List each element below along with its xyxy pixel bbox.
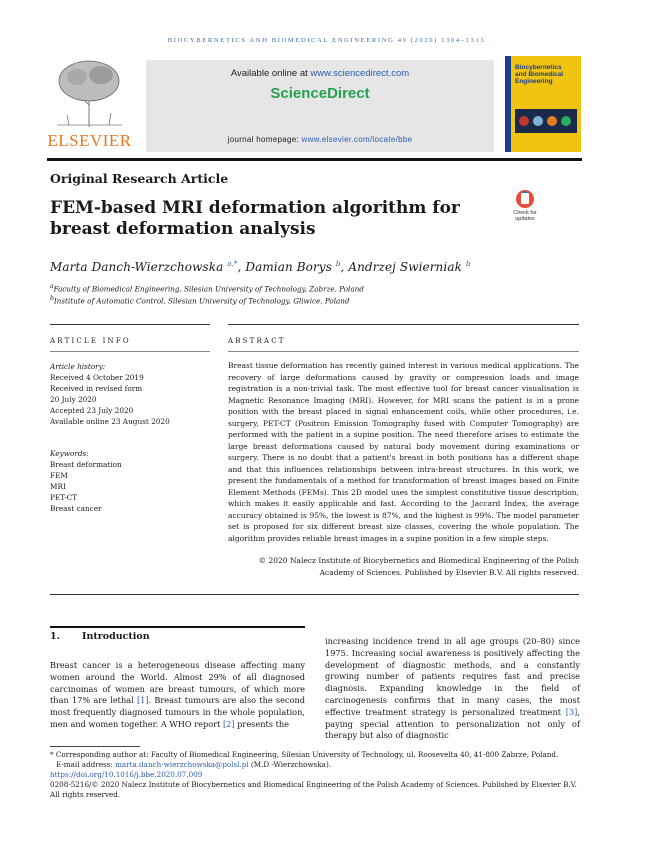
- author-affil-mark[interactable]: b: [465, 260, 471, 268]
- cover-spine: [505, 56, 511, 152]
- history-item: 20 July 2020: [50, 395, 97, 404]
- intro-text: . Breast tumours are also the second most frequently diagnosed tumours in the whole population, men and women together. A WHO report: [50, 695, 305, 729]
- section-title: Introduction: [82, 631, 150, 642]
- doi-link-line: [50, 770, 582, 780]
- available-label: Available online at: [230, 68, 311, 79]
- article-type: Original Research Article: [50, 171, 229, 186]
- citation-link[interactable]: [1]: [136, 695, 149, 706]
- author-affil-mark[interactable]: b: [335, 260, 341, 268]
- keyword: FEM: [50, 471, 68, 480]
- author-list: Marta Danch-Wierzchowska $^{a,*}$, Damian Borys $^b$, Andrzej Swierniak $^b$: [50, 260, 471, 274]
- history-item: Received in revised form: [50, 384, 143, 393]
- cover-title-line: Engineering: [515, 78, 553, 85]
- header-rule: [47, 158, 582, 161]
- citation-link[interactable]: [3]: [565, 706, 578, 717]
- article-history: [50, 361, 170, 427]
- abstract-end-rule: [50, 594, 579, 595]
- copyright-line: Academy of Sciences. Published by Elsevier B.V. All rights reserved.: [319, 567, 579, 577]
- author-name: Damian Borys: [245, 260, 332, 274]
- check-for-updates-badge[interactable]: [504, 188, 546, 230]
- sciencedirect-brand: ScienceDirect: [270, 85, 370, 102]
- sciencedirect-link[interactable]: www.sciencedirect.com: [310, 68, 410, 79]
- abstract-heading: ABSTRACT: [228, 337, 286, 345]
- history-label: Article history:: [50, 362, 106, 371]
- footnote: [50, 750, 582, 800]
- cover-dot: [547, 116, 557, 126]
- journal-masthead: [146, 60, 494, 152]
- copyright-line: © 2020 Nalecz Institute of Biocybernetics and Biomedical Engineering of the Polish: [258, 556, 579, 565]
- corresponding-author: * Corresponding author at: Faculty of Biomedical Engineering, Silesian University of Technology, ul. Roosevelta 40, 41-800 Zabrze, Poland.: [50, 750, 559, 759]
- history-item: Available online 23 August 2020: [50, 417, 170, 426]
- affiliation: [50, 283, 364, 293]
- intro-text: presents the: [234, 718, 290, 729]
- citation-link[interactable]: [2]: [222, 718, 235, 729]
- affiliation-text: Institute of Automatic Control, Silesian University of Technology, Gliwice, Poland: [53, 296, 350, 306]
- check-updates-line: Check for: [513, 210, 537, 216]
- history-item: Accepted 23 July 2020: [50, 406, 134, 415]
- keyword: PET-CT: [50, 493, 78, 502]
- keyword: MRI: [50, 482, 66, 491]
- cover-dot: [533, 116, 543, 126]
- article-info-rule: [50, 324, 210, 325]
- cover-image-strip: [515, 109, 577, 133]
- abstract-text: Breast tissue deformation has recently gained interest in various medical applications. The recovery of large deformations caused by gravity or compression loads and image registration is a non-trivial task. The most effective tool for breast cancer visualisation is Magnetic Resonance Imaging (MRI). However, for MRI scans the patient is in a prone position with the breast placed in signal enhancement coils, while other procedures, i.e. surgery, PET-CT (Positron Emission Tomography fused with Computer Tomography) are performed with the patient in a supine position. The need therefore arises to estimate the large breast deformations caused by natural body movement during examinations or surgery. There is no doubt that a patient's breast in both positions has a different shape and that this influences relationships between intra-breast structures. In this work, we present the fundamentals of a method for transformation of breast images based on Finite Element Methods (FEMs). This 2D model uses the simplest constitutive tissue description, which makes it easily applicable and fast. According to the Jaccard Index, the average accuracy obtained is 95%, the lowest is 87%, and the highest is 99%. The model parameter set is proposed for six different breast size classes, covering the whole population. The algorithm provides reliable breast images in a supine position in a few simple steps.: [228, 361, 579, 543]
- elsevier-wordmark: ELSEVIER: [47, 131, 132, 150]
- section-number: 1.: [50, 631, 60, 642]
- author-affil-mark[interactable]: a,*: [227, 260, 238, 268]
- article-info-subrule: [50, 351, 210, 352]
- abstract-subrule: [228, 351, 579, 352]
- journal-citation-line: BIOCYBERNETICS AND BIOMEDICAL ENGINEERING 40 (2020) 1304–1313: [167, 37, 486, 44]
- elsevier-logo: [47, 55, 132, 151]
- history-item: Received 4 October 2019: [50, 373, 144, 382]
- intro-column-left: [50, 660, 305, 731]
- affiliation-mark: a: [50, 283, 54, 290]
- intro-text: increasing incidence trend in all age groups (20–80) since 1975. Increasing social awareness is positively affecting the development of diagnostic methods, and a constantly growing number of patients requires fast and precise diagnosis. Expanding knowledge in the field of carcinogenesis confirms that in many cases, the most effective treatment strategy is personalized treatment: [325, 636, 580, 717]
- keywords-block: [50, 448, 122, 514]
- keyword: Breast cancer: [50, 504, 102, 513]
- email-line: [50, 760, 582, 770]
- journal-homepage-link[interactable]: www.elsevier.com/locate/bbe: [301, 135, 413, 144]
- email-label: E-mail address:: [56, 760, 116, 769]
- author-name: Marta Danch-Wierzchowska: [50, 260, 224, 274]
- keywords-label: Keywords:: [50, 449, 89, 458]
- email-suffix: (M.D -Wierzchowska).: [248, 760, 332, 769]
- issn-line: 0208-5216/© 2020 Nalecz Institute of Biocybernetics and Biomedical Engineering of the Polish Academy of Sciences. Published by Elsevier B.V. All rights reserved.: [50, 780, 577, 799]
- intro-text: Breast cancer is a heterogeneous disease affecting many women around the World. Almost 29% of all diagnosed carcinomas of women are breast tumours, of which more than 17% are lethal: [50, 660, 305, 706]
- intro-text: , paying special attention to personalization not only of therapy but also of diagnostic: [325, 706, 580, 741]
- article-info-heading: ARTICLE INFO: [50, 337, 131, 345]
- cover-dot: [519, 116, 529, 126]
- abstract-copyright: [228, 555, 579, 578]
- affiliation-text: Faculty of Biomedical Engineering, Silesian University of Technology, Zabrze, Poland: [53, 284, 364, 294]
- section-heading: [50, 631, 150, 642]
- doi-link[interactable]: https://doi.org/10.1016/j.bbe.2020.07.009: [50, 770, 203, 779]
- paper-title: FEM-based MRI deformation algorithm for breast deformation analysis: [50, 198, 460, 239]
- elsevier-tree-icon: [47, 55, 132, 129]
- journal-cover-thumbnail: [505, 56, 581, 152]
- check-updates-icon: [504, 188, 546, 210]
- cover-dot: [561, 116, 571, 126]
- affiliation: [50, 295, 350, 305]
- cover-title-line: and Biomedical: [515, 71, 564, 78]
- intro-column-right: [325, 636, 580, 742]
- affiliation-mark: b: [50, 295, 54, 302]
- keyword: Breast deformation: [50, 460, 122, 469]
- homepage-label: journal homepage:: [227, 135, 302, 144]
- author-name: Andrzej Swierniak: [348, 260, 462, 274]
- journal-homepage-line: [146, 135, 494, 144]
- email-link[interactable]: marta.danch-wierzchowska@polsl.pl: [115, 760, 249, 769]
- check-updates-label: [504, 210, 546, 222]
- check-updates-line: updates: [515, 216, 535, 222]
- section-rule: [50, 626, 305, 628]
- footnote-rule: [50, 746, 140, 747]
- abstract-rule: [228, 324, 579, 325]
- cover-title-line: Biocybernetics: [515, 64, 562, 71]
- available-online-line: [146, 68, 494, 79]
- cover-title: [515, 64, 563, 85]
